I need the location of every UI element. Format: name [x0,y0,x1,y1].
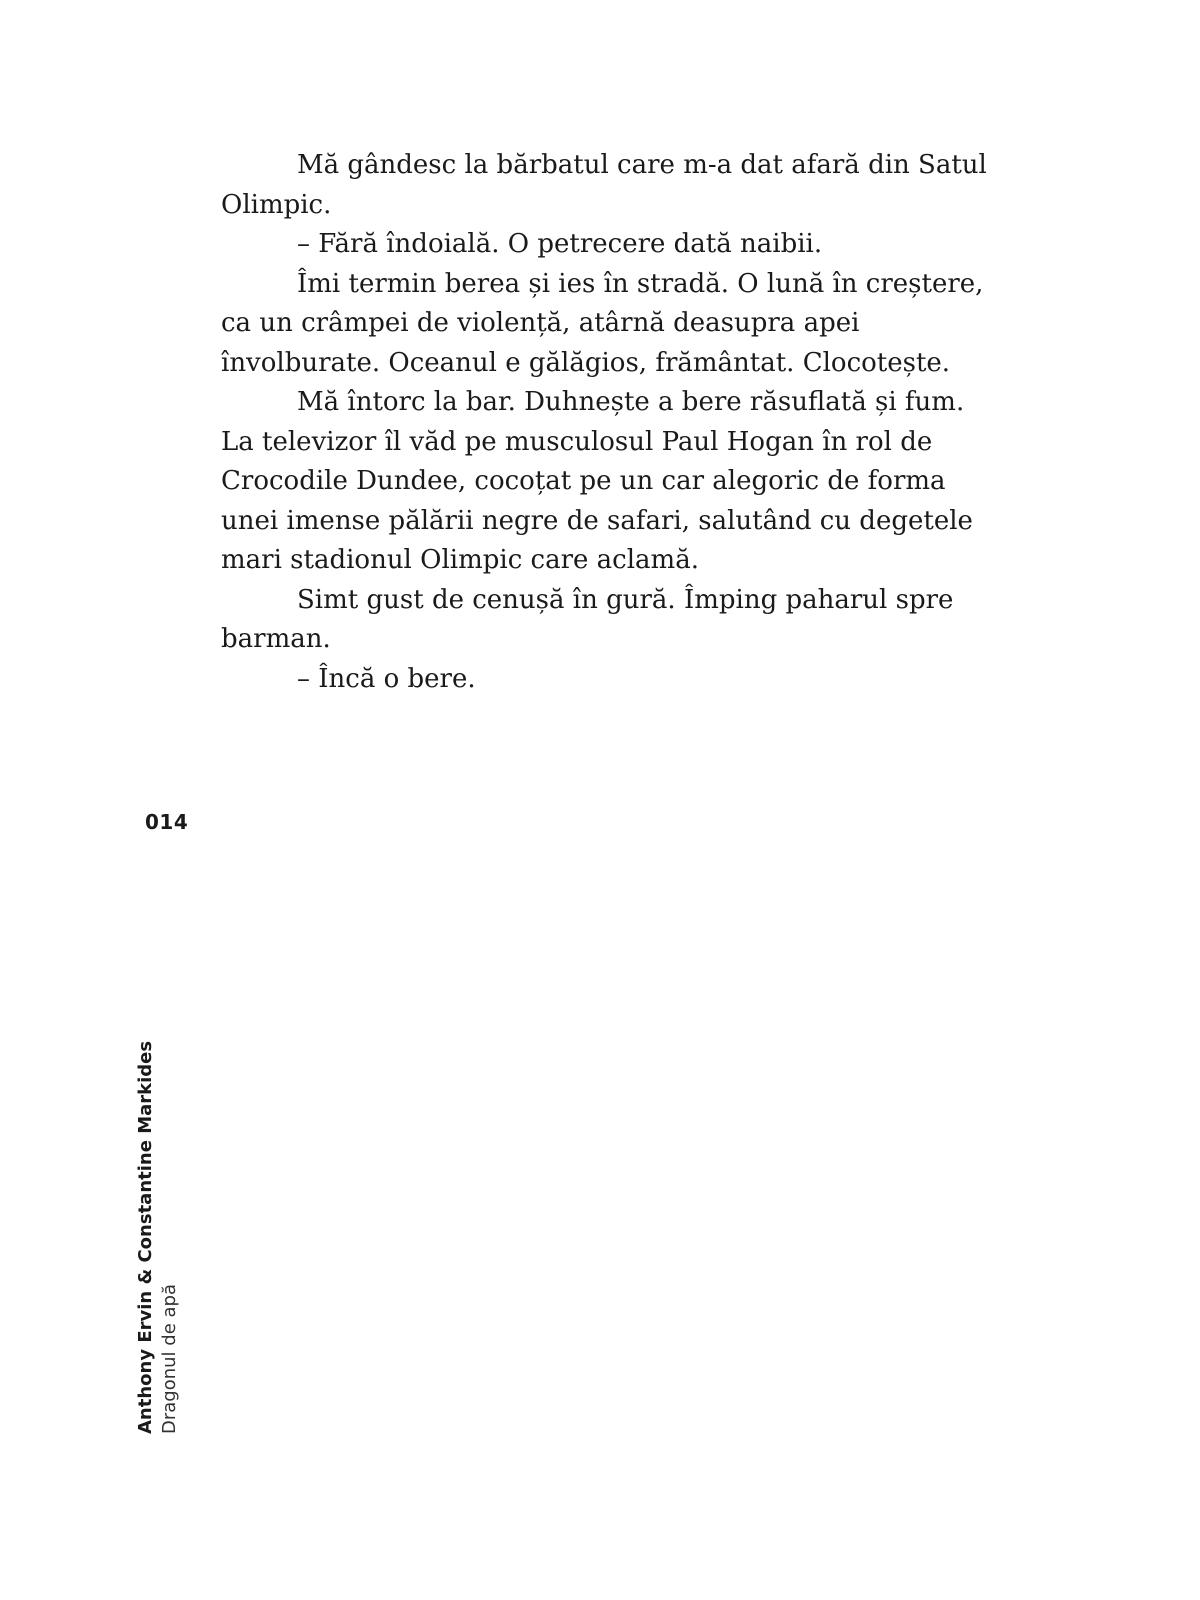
footer-book-title: Dragonul de apă [159,1284,180,1434]
paragraph: – Încă o bere. [297,663,476,694]
page-number: 014 [145,810,189,834]
paragraph: Mă gândesc la bărbatul care m-a dat afară din Satul Olimpic. [221,150,987,220]
paragraph: – Fără îndoială. O petrecere dată naibii. [297,229,823,259]
paragraph: Mă întorc la bar. Duhnește a bere răsuflată și fum. La televizor îl văd pe musculosul Paul Hogan în rol de Crocodile Dundee, cocoțat pe un car alegoric de forma unei imense pălării negre de safari, salutând cu degetele mari stadionul Olimpic care aclamă. [221,387,973,575]
footer-author: Anthony Ervin & Constantine Markides [135,1040,156,1434]
paragraph: Îmi termin berea și ies în stradă. O lună în creștere, ca un crâmpei de violență, atârnă deasupra apei învolburate. Oceanul e gălăgios, frământat. Clocotește. [221,268,984,378]
body-text [221,146,1001,699]
running-footer [134,1041,182,1434]
paragraph: Simt gust de cenușă în gură. Împing paharul spre barman. [221,584,954,654]
